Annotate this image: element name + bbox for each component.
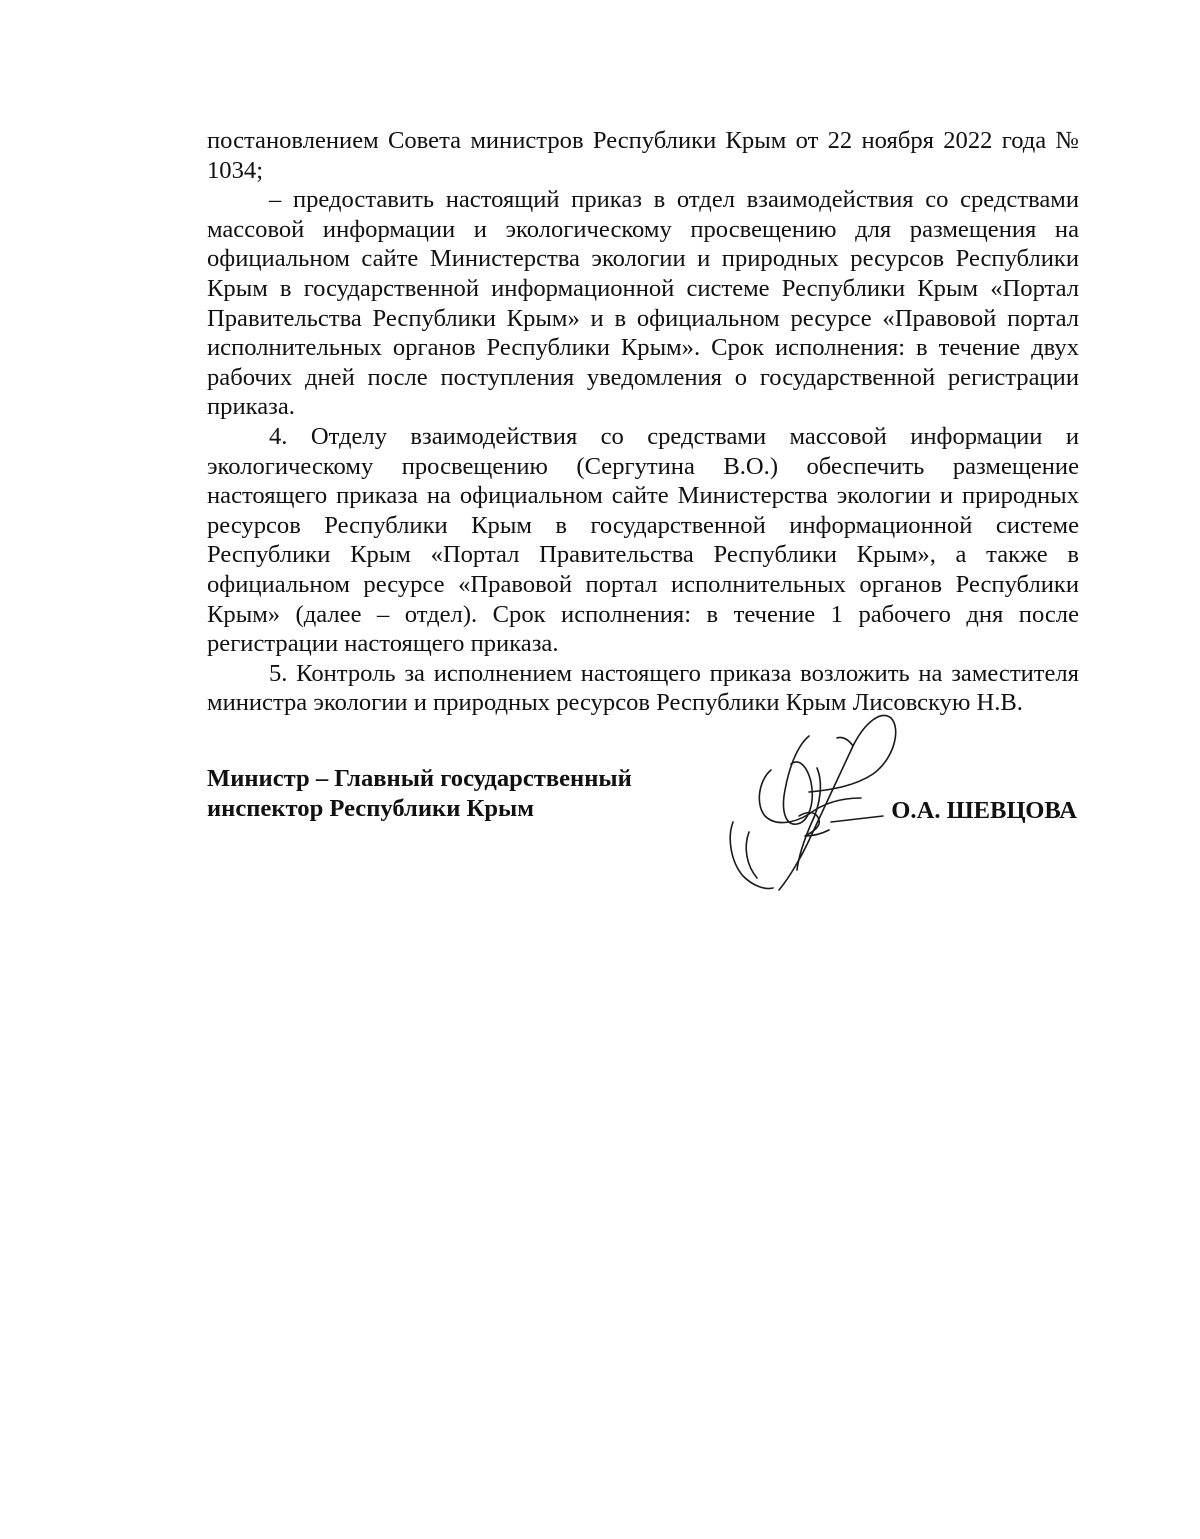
- paragraph-item-5: 5. Контроль за исполнением настоящего приказа возложить на заместителя министра экологии и природных ресурсов Республики Крым Лисовскую Н.В.: [207, 659, 1079, 717]
- paragraph-continuation: постановлением Совета министров Республики Крым от 22 ноября 2022 года № 1034;: [207, 127, 1079, 184]
- signatory-title: [207, 764, 632, 824]
- signatory-name: О.А. ШЕВЦОВА: [891, 797, 1077, 824]
- paragraph-item-4: 4. Отделу взаимодействия со средствами массовой информации и экологическому просвещению (Сергутина В.О.) обеспечить размещение настоящего приказа на официальном сайте Министерства экологии и природных ресурсов Республики Крым в государственной информационной системе Республики Крым «Портал Правительства Республики Крым», а также в официальном ресурсе «Правовой портал исполнительных органов Республики Крым» (далее – отдел). Срок исполнения: в течение 1 рабочего дня после регистрации настоящего приказа.: [207, 422, 1079, 658]
- signatory-title-line-1: Министр – Главный государственный: [207, 765, 632, 792]
- handwritten-signature: [713, 706, 913, 906]
- document-body: [207, 126, 1079, 718]
- signatory-title-line-2: инспектор Республики Крым: [207, 795, 534, 822]
- signature-block: [207, 764, 1079, 904]
- paragraph-publish-instruction: – предоставить настоящий приказ в отдел взаимодействия со средствами массовой информации и экологическому просвещению для размещения на официальном сайте Министерства экологии и природных ресурсов Республики Крым в государственной информационной системе Республики Крым «Портал Правительства Республики Крым» и в официальном ресурсе «Правовой портал исполнительных органов Республики Крым». Срок исполнения: в течение двух рабочих дней после поступления уведомления о государственной регистрации приказа.: [207, 186, 1079, 421]
